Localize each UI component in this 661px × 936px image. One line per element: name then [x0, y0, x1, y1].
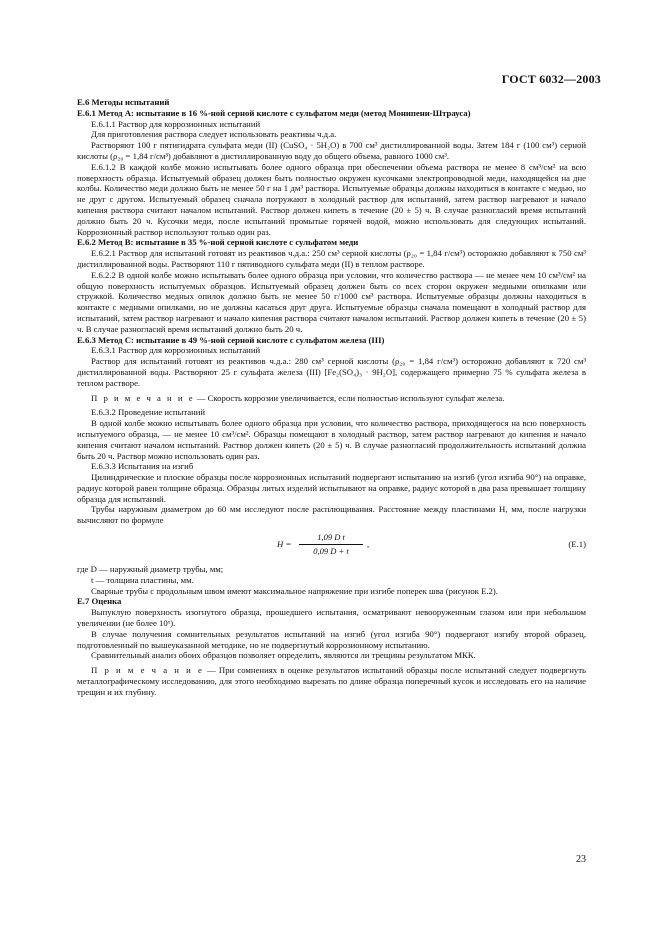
paragraph: t — толщина пластины, мм. [91, 574, 194, 585]
section-heading: Е.7 Оценка [77, 596, 122, 607]
text-section-1 [77, 97, 586, 526]
note-label: П р и м е ч а н и е [91, 392, 195, 403]
note-paragraph [77, 393, 586, 404]
paragraph: Растворяют 100 г пятигидрата сульфата меди (II) (CuSO₄ · 5H₂O) в 700 см³ дистиллированной воды. Затем 184 г (100 см³) серной кислоты (ρ₂₀ = 1,84 г/см³) добавляют в дистиллированную воду до общего объема, равного 1000 см³. [77, 140, 586, 161]
paragraph: В случае получения сомнительных результатов испытаний на изгиб (угол изгиба 90°) подвергают изгибу второй образец, подготовленный по вышеуказанной методике, но не подвергнутый коррозионному испытанию. [77, 628, 586, 650]
paragraph: Е.6.3.3 Испытания на изгиб [91, 461, 194, 472]
formula-comma: , [367, 539, 370, 550]
paragraph: Е.6.2.1 Раствор для испытаний готовят из реактивов ч.д.а.: 250 см³ серной кислоты (ρ₂₀ = 1,84 г/см³) осторожно добавляют к 750 см³ дистиллированной воды. Растворяют 110 г пятиводного сульфата меди (II) в теплом растворе. [77, 248, 586, 269]
section-heading: Е.6.3 Метод С: испытание в 49 %-ной серной кислоте с сульфатом железа (III) [77, 334, 385, 345]
formula-number: (Е.1) [568, 539, 586, 550]
note-text: — Скорость коррозии увеличивается, если полностью используют сульфат железа. [194, 392, 505, 403]
paragraph: Е.6.3.2 Проведение испытаний [91, 407, 206, 418]
paragraph: Е.6.3.1 Раствор для коррозионных испытаний [91, 345, 261, 356]
document-body [77, 97, 586, 702]
formula-e1 [77, 530, 586, 560]
paragraph: Выпуклую поверхность изогнутого образца, прошедшего испытания, осматривают невооруженным глазом или при небольшом увеличении (не более 10ˣ). [77, 607, 586, 629]
paragraph: где D — наружный диаметр трубы, мм; [77, 564, 224, 575]
paragraph: Е.6.1.2 В каждой колбе можно испытывать более одного образца при обеспечении объема раствора не менее 8 см³/см² на всю поверхность образца. Испытуемый образец должен быть полностью окружен кусочками электропроводной меди, находящейся на дне колбы. Количество меди должно быть не менее 50 г на 1 дм³ раствора. Испытуемые образцы должны находиться в контакте с медью, но не друг с другом. Испытуемый образец сначала погружают в холодный раствор для испытаний, затем раствор нагревают и начало кипения раствора считают началом испытаний. Раствор должен кипеть в течение (20 ± 5) ч. В случае разногласий время испытаний должно быть 20 ч. Кусочки меди, после испытаний промытые горячей водой, можно использовать для следующих испытаний. Коррозионный раствор используют только один раз. [77, 161, 586, 237]
formula-denominator: 0,09 D + t [313, 545, 349, 556]
section-heading: Е.6.1 Метод А: испытание в 16 %-ной серной кислоте с сульфатом меди (метод Монипени-Штрауса) [77, 107, 471, 118]
page-number: 23 [576, 854, 586, 865]
paragraph: Для приготовления раствора следует использовать реактивы ч.д.а. [91, 129, 337, 140]
note-text: — При сомнениях в оценке результатов испытаний образцы после испытаний следует подвергнуть металлографическому исследованию, для этого необходимо вырезать по длине образца поперечный кусок и исследовать его на наличие трещин и их глубину. [77, 665, 586, 697]
paragraph: Раствор для испытаний готовят из реактивов ч.д.а.: 280 см³ серной кислоты (ρ₂₀ = 1,84 г/см³) осторожно добавляют к 720 см³ дистиллированной воды. Растворяют 25 г сульфата железа (III) [Fe₂(SO₄)₃ · 9H₂O], содержащего примерно 75 % сульфата железа в теплом растворе. [77, 356, 586, 388]
paragraph: Е.6.2.2 В одной колбе можно испытывать более одного образца при условии, что количество раствора — не менее чем 10 см³/см² на общую поверхность испытуемых образцов. Испытуемый образец должен быть со всех сторон окружен медными опилками или стружкой. Количество медных опилок должно быть не менее 50 г/1000 см³ раствора. Испытуемые образцы должны находиться в контакте с медными опилками, но не должны касаться друг друга. Испытуемые образцы сначала помещают в холодный раствор для испытаний, затем раствор нагревают и начало кипения раствора считают началом испытаний. Раствор должен кипеть в течение (20 ± 5) ч. В случае разногласий время испытаний должно быть 20 ч. [77, 269, 586, 334]
section-heading: Е.6 Методы испытаний [77, 97, 170, 107]
formula-numerator: 1,09 D t [299, 532, 363, 545]
paragraph: Сварные трубы с продольным швом имеют максимальное напряжение при изгибе поперек шва (рисунок Е.2). [91, 585, 498, 596]
text-section-2 [77, 564, 586, 698]
paragraph: Сравнительный анализ обоих образцов позволяет определить, являются ли трещины результатом МКК. [91, 650, 476, 661]
paragraph: Трубы наружным диаметром до 60 мм исследуют после расплющивания. Расстояние между пластинами H, мм, после нагрузки вычисляют по формуле [77, 504, 586, 526]
paragraph: В одной колбе можно испытывать более одного образца при условии, что количество раствора, приходящегося на всю поверхность испытуемого образца, — не менее 10 см³/см². Образцы помещают в холодный раствор, затем раствор нагревают до кипения и начало кипения считают началом испытаний. Раствор должен кипеть (20 ± 5) ч. В случае разногласий продолжительность испытаний должна быть 20 ч. Раствор можно использовать один раз. [77, 418, 586, 461]
note-label: П р и м е ч а н и е [91, 665, 204, 676]
formula-lhs: H = [277, 539, 292, 550]
paragraph: Цилиндрические и плоские образцы после коррозионных испытаний подвергают испытанию на изгиб (угол изгиба 90°) на оправке, радиус которой равен толщине образца. Образцы литых изделий испытывают на оправке, радиус которой в два раза превышает толщину образца для испытаний. [77, 472, 586, 504]
standard-header: ГОСТ 6032—2003 [501, 72, 601, 86]
section-heading: Е.6.2 Метод В: испытание в 35 %-ной серной кислоте с сульфатом меди [77, 237, 359, 248]
formula-fraction [299, 532, 363, 557]
paragraph: Е.6.1.1 Раствор для коррозионных испытаний [91, 118, 261, 129]
note-paragraph [77, 665, 586, 697]
